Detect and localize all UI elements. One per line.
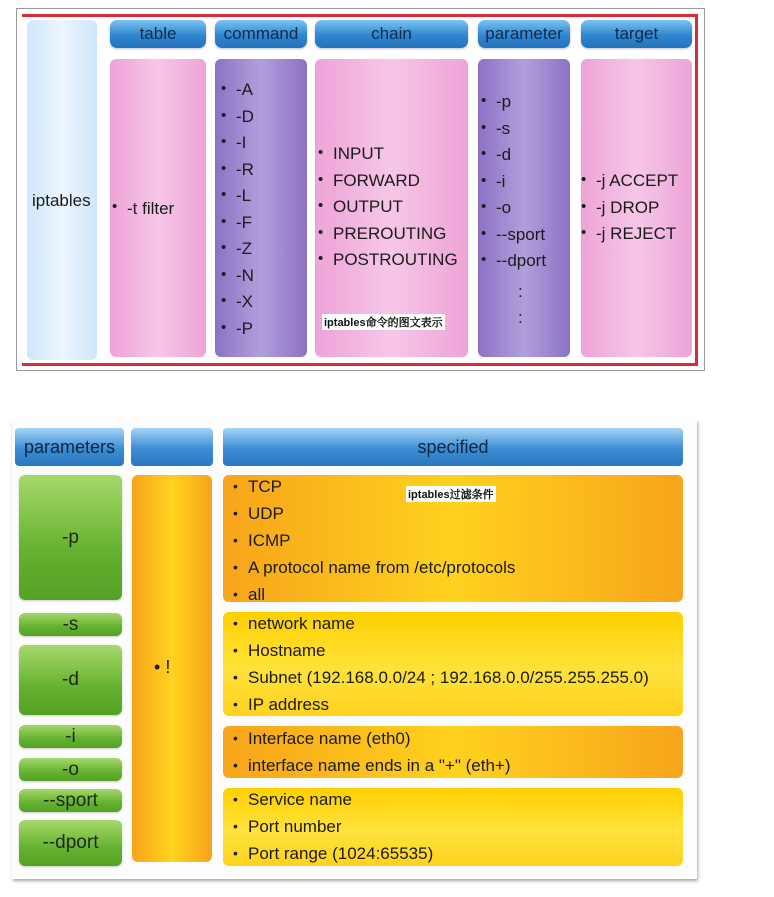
param-p-label: -p (62, 526, 79, 548)
param-o-label: -o (62, 758, 79, 780)
header-parameter-label: parameter (485, 24, 563, 43)
param-o (19, 758, 122, 781)
negation-item: • ! (154, 657, 171, 677)
header-specified-label: specified (417, 436, 489, 457)
table-list (112, 199, 174, 219)
header-table-label: table (139, 24, 177, 43)
interface-list (233, 725, 511, 779)
parameter-ellipsis (518, 279, 523, 331)
iptables-command-diagram (16, 8, 705, 371)
param-dport-label: --dport (42, 832, 99, 853)
command-item: • -Z (221, 236, 254, 263)
command-item: • -A (221, 77, 254, 104)
specified-item: • Subnet (192.168.0.0/24 ; 192.168.0.0/255.255.255.0) (233, 664, 649, 691)
header-specified (223, 428, 683, 466)
parameter-item: • -o (481, 195, 546, 222)
chain-column (315, 59, 468, 357)
header-negation (131, 428, 213, 466)
specified-item: • A protocol name from /etc/protocols (233, 554, 515, 581)
chain-item: • FORWARD (318, 168, 458, 195)
specified-item: • Hostname (233, 637, 649, 664)
command-item: • -X (221, 289, 254, 316)
specified-item: • Port range (1024:65535) (233, 840, 433, 867)
command-item: • -R (221, 157, 254, 184)
iptables-filter-conditions-diagram (12, 420, 697, 879)
specified-item: • UDP (233, 500, 515, 527)
header-parameters-label: parameters (23, 436, 116, 457)
specified-interface-block (223, 726, 683, 778)
specified-item: • Service name (233, 786, 433, 813)
param-sport (19, 789, 122, 812)
specified-item: • network name (233, 610, 649, 637)
parameter-item: • --sport (481, 222, 546, 249)
ellipsis-dots: : (518, 282, 523, 301)
table-item: • -t filter (112, 199, 174, 219)
command-list (221, 77, 254, 342)
header-parameters (15, 428, 124, 466)
specified-item: • ICMP (233, 527, 515, 554)
header-command (215, 20, 307, 48)
port-list (233, 786, 433, 867)
specified-item: • all (233, 581, 515, 608)
param-s (19, 613, 122, 636)
param-s-label: -s (62, 613, 79, 635)
header-target (581, 20, 692, 48)
specified-address-block (223, 612, 683, 716)
command-item: • -N (221, 263, 254, 290)
parameter-item: • -d (481, 142, 546, 169)
param-i-label: -i (65, 725, 76, 747)
negation-symbol: ! (165, 657, 171, 677)
specified-item: • interface name ends in a "+" (eth+) (233, 752, 511, 779)
command-column (215, 59, 307, 357)
command-item: • -D (221, 104, 254, 131)
target-item: • -j DROP (581, 195, 678, 222)
figure1-caption: iptables命令的图文表示 (322, 314, 445, 330)
chain-item: • INPUT (318, 141, 458, 168)
header-parameter (478, 20, 570, 48)
parameter-item: • --dport (481, 248, 546, 275)
parameter-column (478, 59, 570, 357)
iptables-column (27, 20, 97, 360)
table-column (110, 59, 206, 357)
negation-column (132, 475, 212, 862)
parameter-list (481, 89, 546, 275)
chain-list (318, 141, 458, 274)
target-column (581, 59, 692, 357)
param-d (19, 645, 122, 715)
iptables-label: iptables (32, 191, 91, 210)
param-dport (19, 820, 122, 866)
param-p (19, 475, 122, 600)
command-item: • -F (221, 210, 254, 237)
chain-item: • OUTPUT (318, 194, 458, 221)
command-item: • -L (221, 183, 254, 210)
param-i (19, 725, 122, 748)
param-sport-label: --sport (43, 789, 98, 811)
specified-item: • TCP (233, 473, 515, 500)
chain-item: • POSTROUTING (318, 247, 458, 274)
specified-item: • IP address (233, 691, 649, 718)
address-list (233, 610, 649, 718)
header-chain (315, 20, 468, 48)
parameter-item: • -s (481, 116, 546, 143)
header-command-label: command (223, 24, 299, 43)
target-item: • -j REJECT (581, 221, 678, 248)
figure2-caption: iptables过滤条件 (406, 486, 496, 502)
command-item: • -P (221, 316, 254, 343)
command-item: • -I (221, 130, 254, 157)
specified-item: • Interface name (eth0) (233, 725, 511, 752)
ellipsis-dots: : (518, 308, 523, 327)
specified-item: • Port number (233, 813, 433, 840)
header-chain-label: chain (371, 24, 412, 43)
header-target-label: target (614, 24, 659, 43)
target-list (581, 168, 678, 248)
specified-port-block (223, 788, 683, 866)
parameter-item: • -p (481, 89, 546, 116)
header-table (110, 20, 206, 48)
chain-item: • PREROUTING (318, 221, 458, 248)
target-item: • -j ACCEPT (581, 168, 678, 195)
param-d-label: -d (62, 669, 79, 690)
parameter-item: • -i (481, 169, 546, 196)
